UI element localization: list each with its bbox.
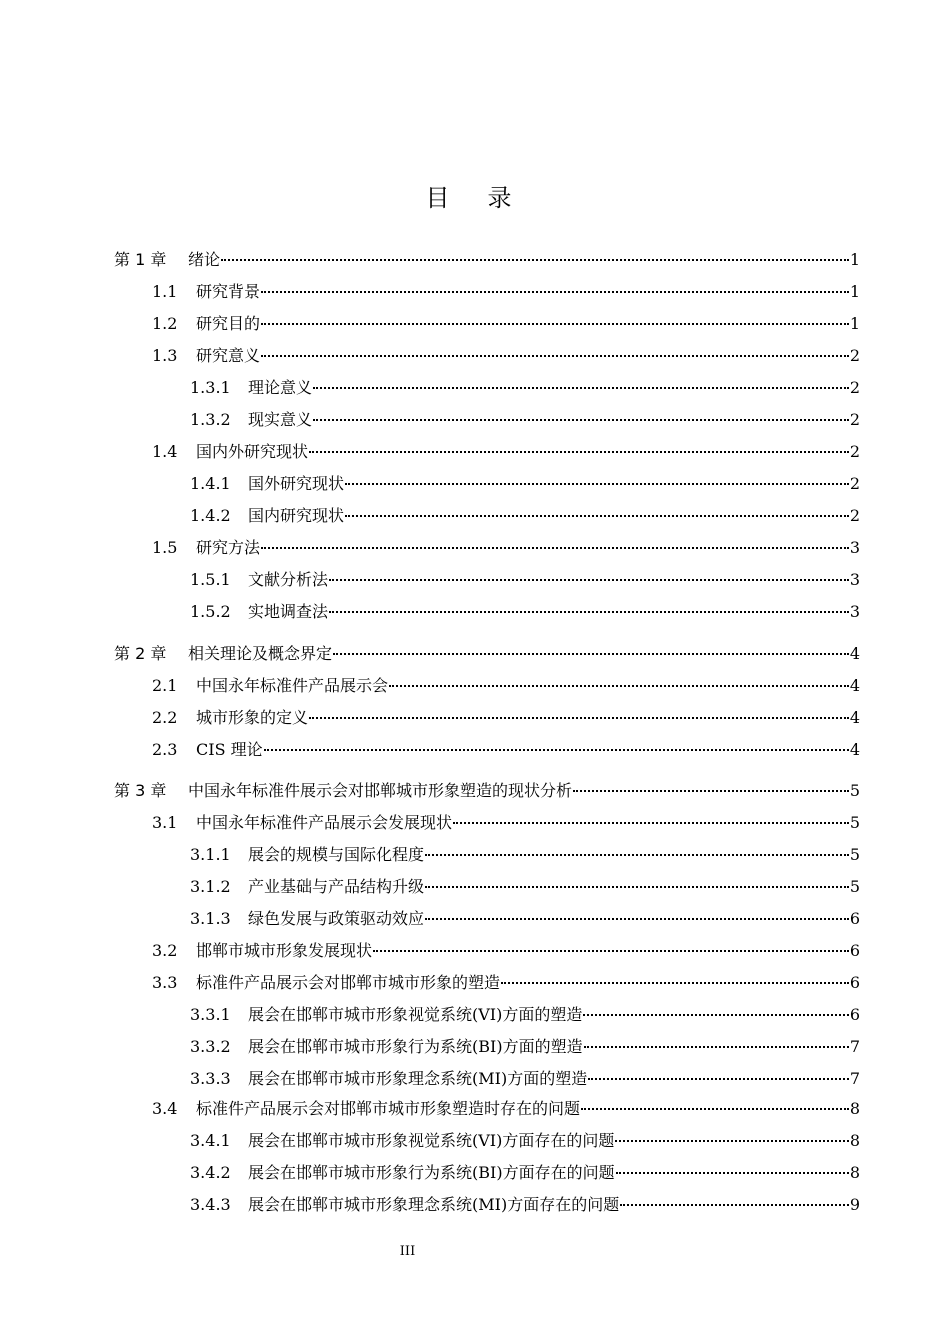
- toc-entry-title: 国外研究现状: [248, 474, 345, 493]
- toc-entry-number: 1.2: [152, 314, 178, 333]
- toc-entry-2-2[interactable]: [152, 706, 860, 730]
- toc-entry-title: 展会在邯郸市城市形象理念系统(MI)方面存在的问题: [248, 1195, 620, 1214]
- toc-entry-1-2[interactable]: [152, 312, 860, 336]
- toc-entry-title: 城市形象的定义: [196, 708, 309, 727]
- toc-entry-title: 标准件产品展示会对邯郸市城市形象塑造时存在的问题: [196, 1099, 581, 1118]
- toc-entry-page: 8: [849, 1131, 860, 1150]
- toc-entry-1-4[interactable]: [152, 440, 860, 464]
- toc-dot-leader: [588, 1078, 849, 1080]
- toc-entry-number: 1.5.1: [190, 570, 231, 589]
- toc-entry-number: 3.4: [152, 1099, 178, 1118]
- toc-entry-title: 产业基础与产品结构升级: [248, 877, 425, 896]
- toc-entry-1-5-1[interactable]: [190, 568, 860, 592]
- toc-entry-title: 研究方法: [196, 538, 261, 557]
- toc-entry-page: 8: [849, 1163, 860, 1182]
- toc-entry-number: 3.1: [152, 813, 178, 832]
- toc-dot-leader: [221, 259, 849, 261]
- toc-entry-page: 5: [849, 813, 860, 832]
- toc-entry-page: 1: [849, 314, 860, 333]
- toc-entry-page: 6: [849, 973, 860, 992]
- toc-dot-leader: [425, 918, 849, 920]
- toc-entry-2-3[interactable]: [152, 738, 860, 762]
- toc-dot-leader: [583, 1014, 848, 1016]
- toc-dot-leader: [573, 790, 849, 792]
- toc-entry-page: 4: [849, 644, 860, 663]
- toc-dot-leader: [261, 355, 849, 357]
- toc-entry-number: 3.3: [152, 973, 178, 992]
- toc-entry-page: 3: [849, 570, 860, 589]
- toc-entry-page: 2: [849, 378, 860, 397]
- toc-entry-title: 现实意义: [248, 410, 313, 429]
- toc-entry-page: 3: [849, 538, 860, 557]
- toc-entry-1-4-2[interactable]: [190, 504, 860, 528]
- toc-entry-page: 2: [849, 474, 860, 493]
- toc-entry-number: 1.5: [152, 538, 178, 557]
- toc-dot-leader: [264, 749, 849, 751]
- toc-entry-number: 第 2 章: [114, 644, 167, 663]
- toc-entry-page: 6: [849, 1005, 860, 1024]
- toc-entry-2-1[interactable]: [152, 674, 860, 698]
- toc-dot-leader: [309, 451, 849, 453]
- toc-dot-leader: [261, 291, 849, 293]
- toc-entry-page: 6: [849, 909, 860, 928]
- toc-entry-3-3-2[interactable]: [190, 1035, 860, 1059]
- toc-entry-number: 1.4.2: [190, 506, 231, 525]
- toc-entry-3-1-2[interactable]: [190, 875, 860, 899]
- toc-dot-leader: [345, 483, 849, 485]
- toc-entry-1-1[interactable]: [152, 280, 860, 304]
- toc-entry-page: 8: [849, 1099, 860, 1118]
- toc-entry-number: 3.3.2: [190, 1037, 231, 1056]
- toc-entry-title: 研究意义: [196, 346, 261, 365]
- toc-dot-leader: [584, 1046, 849, 1048]
- toc-entry-chapter-2[interactable]: [114, 642, 860, 666]
- toc-dot-leader: [261, 547, 849, 549]
- toc-entry-title: 理论意义: [248, 378, 313, 397]
- toc-entry-number: 1.3.1: [190, 378, 231, 397]
- toc-entry-number: 2.3: [152, 740, 178, 759]
- toc-entry-number: 2.1: [152, 676, 178, 695]
- toc-entry-title: 绿色发展与政策驱动效应: [248, 909, 425, 928]
- toc-dot-leader: [581, 1108, 849, 1110]
- toc-entry-page: 4: [849, 708, 860, 727]
- toc-entry-3-4-2[interactable]: [190, 1161, 860, 1185]
- toc-entry-3-4[interactable]: [152, 1097, 860, 1121]
- toc-entry-1-5[interactable]: [152, 536, 860, 560]
- toc-dot-leader: [620, 1204, 849, 1206]
- toc-entry-page: 7: [849, 1069, 860, 1088]
- toc-entry-3-3[interactable]: [152, 971, 860, 995]
- toc-dot-leader: [313, 419, 849, 421]
- toc-entry-page: 2: [849, 410, 860, 429]
- toc-entry-title: 实地调查法: [248, 602, 329, 621]
- toc-entry-chapter-1[interactable]: [114, 248, 860, 272]
- toc-entry-page: 1: [849, 282, 860, 301]
- toc-entry-title: 展会的规模与国际化程度: [248, 845, 425, 864]
- toc-entry-number: 3.3.3: [190, 1069, 231, 1088]
- toc-entry-title: 展会在邯郸市城市形象行为系统(BI)方面的塑造: [248, 1037, 583, 1056]
- toc-entry-title: 展会在邯郸市城市形象视觉系统(VI)方面的塑造: [248, 1005, 583, 1024]
- toc-entry-title: 中国永年标准件产品展示会发展现状: [196, 813, 453, 832]
- toc-dot-leader: [345, 515, 849, 517]
- toc-dot-leader: [333, 653, 849, 655]
- toc-entry-number: 3.4.1: [190, 1131, 231, 1150]
- toc-entry-number: 3.4.3: [190, 1195, 231, 1214]
- toc-entry-number: 1.4: [152, 442, 178, 461]
- toc-entry-number: 1.3: [152, 346, 178, 365]
- toc-entry-number: 3.1.1: [190, 845, 231, 864]
- toc-dot-leader: [329, 579, 849, 581]
- toc-dot-leader: [329, 611, 849, 613]
- toc-entry-3-3-1[interactable]: [190, 1003, 860, 1027]
- toc-dot-leader: [389, 685, 849, 687]
- toc-dot-leader: [313, 387, 849, 389]
- toc-entry-number: 3.1.2: [190, 877, 231, 896]
- toc-entry-page: 4: [849, 676, 860, 695]
- toc-entry-title: CIS 理论: [196, 740, 263, 759]
- toc-entry-title: 国内外研究现状: [196, 442, 309, 461]
- toc-entry-page: 9: [849, 1195, 860, 1214]
- toc-entry-page: 5: [849, 781, 860, 800]
- toc-dot-leader: [261, 323, 849, 325]
- toc-entry-number: 3.2: [152, 941, 178, 960]
- toc-entry-title: 研究背景: [196, 282, 261, 301]
- toc-dot-leader: [501, 982, 849, 984]
- toc-entry-page: 2: [849, 346, 860, 365]
- toc-entry-number: 第 3 章: [114, 781, 167, 800]
- toc-entry-title: 文献分析法: [248, 570, 329, 589]
- page-number-footer: III: [399, 1244, 416, 1259]
- toc-entry-page: 4: [849, 740, 860, 759]
- toc-dot-leader: [425, 854, 849, 856]
- toc-entry-title: 展会在邯郸市城市形象视觉系统(VI)方面存在的问题: [248, 1131, 615, 1150]
- toc-entry-number: 3.3.1: [190, 1005, 231, 1024]
- toc-entry-number: 1.1: [152, 282, 178, 301]
- toc-entry-page: 5: [849, 877, 860, 896]
- toc-entry-3-2[interactable]: [152, 939, 860, 963]
- toc-entry-page: 1: [849, 250, 860, 269]
- toc-entry-3-1[interactable]: [152, 811, 860, 835]
- toc-entry-number: 3.1.3: [190, 909, 231, 928]
- toc-entry-page: 6: [849, 941, 860, 960]
- toc-entry-page: 5: [849, 845, 860, 864]
- toc-entry-number: 第 1 章: [114, 250, 167, 269]
- toc-entry-number: 1.3.2: [190, 410, 231, 429]
- toc-dot-leader: [425, 886, 849, 888]
- toc-entry-3-4-1[interactable]: [190, 1129, 860, 1153]
- toc-entry-3-4-3[interactable]: [190, 1193, 860, 1217]
- toc-dot-leader: [615, 1140, 848, 1142]
- toc-entry-1-3-1[interactable]: [190, 376, 860, 400]
- toc-entry-page: 3: [849, 602, 860, 621]
- toc-dot-leader: [453, 822, 849, 824]
- toc-entry-chapter-3[interactable]: [114, 779, 860, 803]
- toc-dot-leader: [373, 950, 849, 952]
- toc-entry-3-1-3[interactable]: [190, 907, 860, 931]
- toc-entry-title: 研究目的: [196, 314, 261, 333]
- toc-entry-page: 2: [849, 506, 860, 525]
- toc-entry-number: 2.2: [152, 708, 178, 727]
- toc-dot-leader: [309, 717, 849, 719]
- toc-entry-title: 国内研究现状: [248, 506, 345, 525]
- toc-entry-page: 7: [849, 1037, 860, 1056]
- page-title: 目录: [425, 184, 550, 212]
- toc-entry-number: 3.4.2: [190, 1163, 231, 1182]
- toc-entry-3-1-1[interactable]: [190, 843, 860, 867]
- toc-entry-title: 中国永年标准件产品展示会: [196, 676, 389, 695]
- toc-entry-3-3-3[interactable]: [190, 1067, 860, 1091]
- toc-entry-title: 邯郸市城市形象发展现状: [196, 941, 373, 960]
- toc-entry-1-3[interactable]: [152, 344, 860, 368]
- toc-entry-title: 相关理论及概念界定: [188, 644, 333, 663]
- toc-entry-title: 中国永年标准件展示会对邯郸城市形象塑造的现状分析: [188, 781, 573, 800]
- toc-entry-number: 1.5.2: [190, 602, 231, 621]
- toc-entry-title: 展会在邯郸市城市形象理念系统(MI)方面的塑造: [248, 1069, 588, 1088]
- toc-dot-leader: [616, 1172, 849, 1174]
- toc-entry-1-4-1[interactable]: [190, 472, 860, 496]
- toc-entry-1-5-2[interactable]: [190, 600, 860, 624]
- toc-entry-page: 2: [849, 442, 860, 461]
- toc-entry-title: 绪论: [188, 250, 221, 269]
- toc-entry-title: 标准件产品展示会对邯郸市城市形象的塑造: [196, 973, 501, 992]
- toc-entry-title: 展会在邯郸市城市形象行为系统(BI)方面存在的问题: [248, 1163, 615, 1182]
- toc-entry-number: 1.4.1: [190, 474, 231, 493]
- toc-entry-1-3-2[interactable]: [190, 408, 860, 432]
